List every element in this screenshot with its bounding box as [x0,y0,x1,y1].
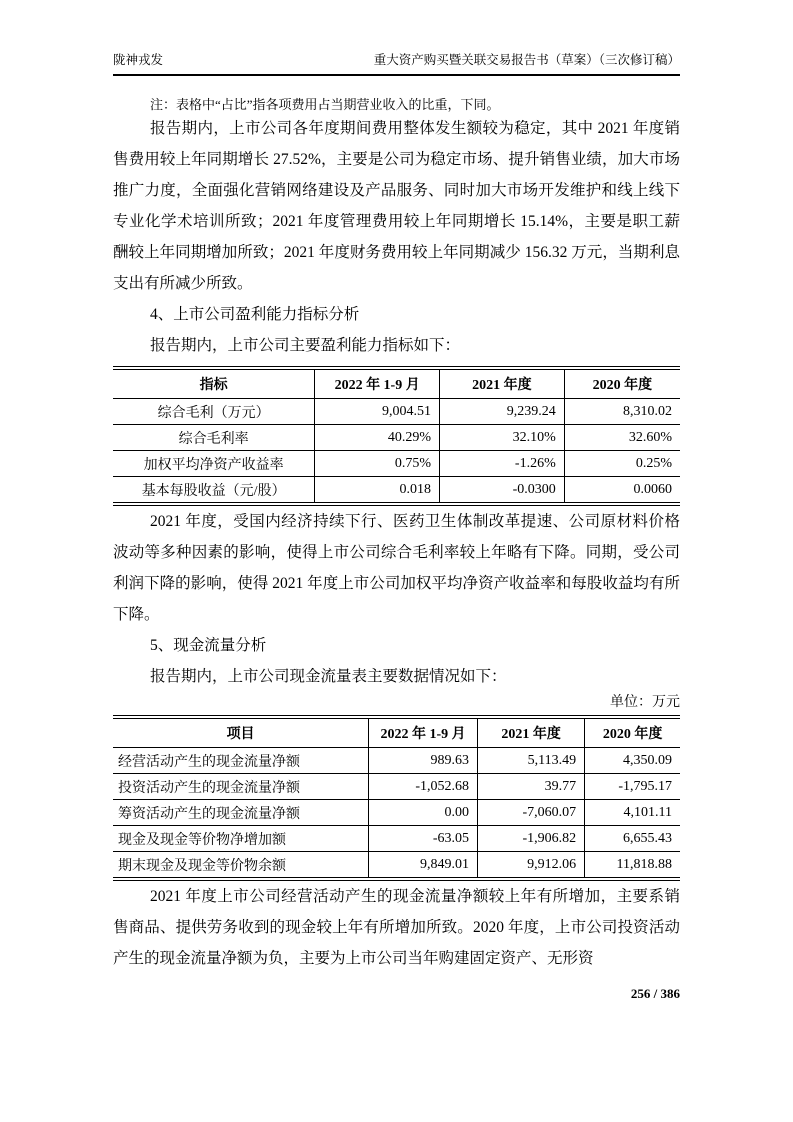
cell-value: 0.018 [314,477,439,502]
cell-value: 39.77 [477,774,584,800]
cell-value: -63.05 [368,826,477,852]
cell-value: 32.10% [439,425,564,451]
cell-value: 4,101.11 [584,800,680,826]
column-header: 2021 年度 [439,370,564,399]
cell-value: 989.63 [368,748,477,774]
paragraph-expense-analysis: 报告期内，上市公司各年度期间费用整体发生额较为稳定，其中 2021 年度销售费用较上年同期增长 27.52%，主要是公司为稳定市场、提升销售业绩，加大市场推广力度，全面强化营销网络建设及产品服务、同时加大市场开发维护和线上线下专业化学术培训所致；2021 年度管理费用较上年同期增长 15.14%，主要是职工薪酬较上年同期增加所致；2021 年度财务费用较上年同期减少 156.32 万元，当期利息支出有所减少所致。 [113,120,680,292]
table-row [113,852,680,877]
table-row [113,748,680,774]
table-header-row [113,370,680,399]
table-row [113,800,680,826]
cell-value: 8,310.02 [564,399,680,425]
column-header: 2020 年度 [584,719,680,748]
page-number: 256 / 386 [630,986,680,1001]
column-header: 2022 年 1-9 月 [314,370,439,399]
lead-cashflow: 报告期内，上市公司现金流量表主要数据情况如下： [150,668,507,685]
table-row [113,477,680,502]
row-label: 综合毛利（万元） [113,399,314,425]
column-header: 2022 年 1-9 月 [368,719,477,748]
lead-profitability: 报告期内，上市公司主要盈利能力指标如下： [150,337,461,354]
cell-value: 9,239.24 [439,399,564,425]
cell-value: 9,849.01 [368,852,477,877]
cell-value: -1,906.82 [477,826,584,852]
cell-value: 32.60% [564,425,680,451]
profitability-indicators-table [113,366,680,506]
cashflow-table [113,715,680,881]
cell-value: -1,795.17 [584,774,680,800]
cell-value: 0.0060 [564,477,680,502]
row-label: 期末现金及现金等价物余额 [118,858,286,874]
paragraph-profitability-analysis: 2021 年度，受国内经济持续下行、医药卫生体制改革提速、公司原材料价格波动等多种因素的影响，使得上市公司综合毛利率较上年略有下降。同期，受公司利润下降的影响，使得 2021 年度上市公司加权平均净资产收益率和每股收益均有所下降。 [113,513,680,623]
cell-value: 9,912.06 [477,852,584,877]
row-label: 现金及现金等价物净增加额 [113,826,368,852]
column-header: 项目 [113,719,368,748]
header-report-title: 重大资产购买暨关联交易报告书（草案）（三次修订稿） [373,53,680,67]
row-label: 投资活动产生的现金流量净额 [113,774,368,800]
table-row [113,425,680,451]
cell-value: -1,052.68 [368,774,477,800]
table-row [113,451,680,477]
cell-value: -1.26% [439,451,564,477]
table-header-row [113,719,680,748]
table-row [113,774,680,800]
cell-value: 4,350.09 [584,748,680,774]
cell-value: 0.75% [314,451,439,477]
cell-value: 6,655.43 [584,826,680,852]
row-label: 综合毛利率 [113,425,314,451]
row-label: 筹资活动产生的现金流量净额 [113,800,368,826]
unit-label: 单位：万元 [610,695,680,710]
row-label: 基本每股收益（元/股） [141,483,286,499]
section-heading-cashflow: 5、现金流量分析 [150,637,267,654]
cell-value: 9,004.51 [314,399,439,425]
row-label: 加权平均净资产收益率 [113,451,314,477]
column-header: 2020 年度 [564,370,680,399]
cell-value: 40.29% [314,425,439,451]
column-header: 2021 年度 [477,719,584,748]
cell-value: 5,113.49 [477,748,584,774]
running-header [113,52,680,76]
cell-value: 11,818.88 [584,852,680,877]
paragraph-cashflow-analysis: 2021 年度上市公司经营活动产生的现金流量净额较上年有所增加，主要系销售商品、提供劳务收到的现金较上年有所增加所致。2020 年度，上市公司投资活动产生的现金流量净额为负，主要为上市公司当年购建固定资产、无形资 [113,888,680,967]
cell-value: -0.0300 [439,477,564,502]
column-header: 指标 [113,370,314,399]
cell-value: 0.25% [564,451,680,477]
cell-value: -7,060.07 [477,800,584,826]
table-row [113,399,680,425]
table-row [113,826,680,852]
row-label: 经营活动产生的现金流量净额 [113,748,368,774]
cell-value: 0.00 [368,800,477,826]
section-heading-profitability: 4、上市公司盈利能力指标分析 [150,306,360,323]
header-company-name: 陇神戎发 [113,53,164,67]
table-footnote: 注：表格中“占比”指各项费用占当期营业收入的比重，下同。 [150,97,500,112]
